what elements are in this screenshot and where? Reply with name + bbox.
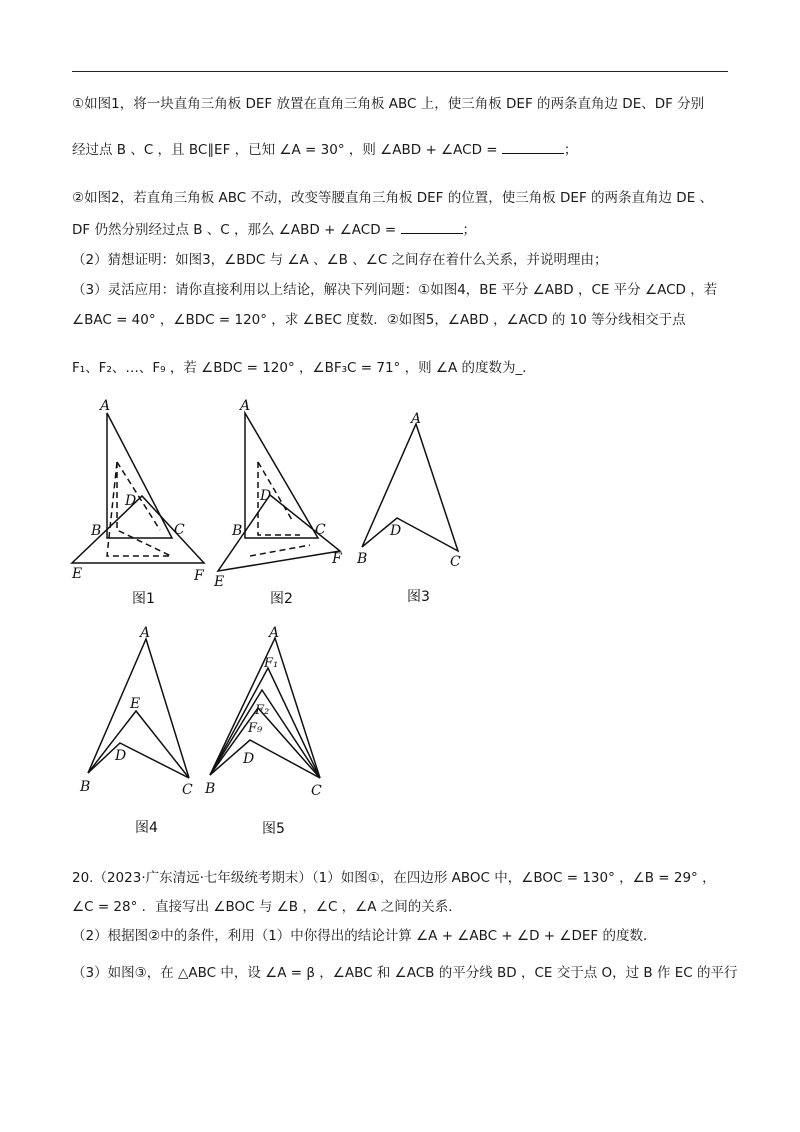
fig3-caption: 图3 [407, 589, 430, 605]
problem-line-2-end: ； [563, 142, 578, 158]
fig5-caption: 图5 [262, 821, 285, 837]
problem-line-4-text: DF 仍然分别经过点 B 、C ，那么 ∠ABD + ∠ACD = [72, 222, 397, 238]
fig1-label-b: B [91, 523, 102, 539]
fig4-label-c: C [182, 782, 193, 798]
fig1-label-f: F [194, 568, 204, 584]
fig2-label-f: F [332, 551, 342, 567]
fig3-label-a: A [411, 411, 422, 427]
problem-20-line-1: 20.（2023·广东清远·七年级统考期末）（1）如图①，在四边形 ABOC 中，∠BOC = 130° ，∠B = 29° ， [72, 870, 716, 886]
fig5-label-f9: F₉ [248, 721, 263, 736]
fig4-label-b: B [80, 779, 91, 795]
fig1-label-e: E [72, 566, 83, 582]
fig5-label-f1: F₁ [264, 656, 279, 671]
fig5-label-a: A [269, 625, 280, 641]
fig1-label-c: C [174, 522, 185, 538]
fig4-caption: 图4 [135, 820, 158, 836]
fig2-label-a: A [240, 398, 251, 414]
problem-20-line-3: （2）根据图②中的条件，利用（1）中你得出的结论计算 ∠A + ∠ABC + ∠D + ∠DEF 的度数． [72, 928, 657, 944]
fig3-label-b: B [357, 551, 368, 567]
fig1-caption: 图1 [132, 591, 155, 607]
fig3-label-c: C [450, 554, 461, 570]
figure-2 [218, 413, 340, 571]
problem-line-3: ②如图2，若直角三角板 ABC 不动，改变等腰直角三角板 DEF 的位置，使三角板 DEF 的两条直角边 DE 、 [72, 190, 714, 206]
problem-20-line-4: （3）如图③，在 △ABC 中，设 ∠A = β ，∠ABC 和 ∠ACB 的平分线 BD ，CE 交于点 O，过 B 作 EC 的平行 [72, 965, 738, 981]
problem-line-5: （2）猜想证明：如图3，∠BDC 与 ∠A 、∠B 、∠C 之间存在着什么关系，并说明理由； [72, 252, 608, 268]
fig2-label-d: D [260, 488, 272, 504]
problem-line-7: ∠BAC = 40° ，∠BDC = 120° ，求 ∠BEC 度数．②如图5，∠ABD ，∠ACD 的 10 等分线相交于点 [72, 312, 686, 328]
problem-20-line-2: ∠C = 28° ．直接写出 ∠BOC 与 ∠B ，∠C ，∠A 之间的关系． [72, 899, 462, 915]
fig5-label-c: C [311, 783, 322, 799]
fig5-label-d: D [243, 751, 255, 767]
fig5-label-b: B [205, 781, 216, 797]
figure-3 [362, 424, 458, 551]
fig3-label-d: D [390, 523, 402, 539]
fig1-label-a: A [100, 398, 111, 414]
fig4-label-d: D [115, 748, 127, 764]
problem-line-8: F₁、F₂、…、F₉ ，若 ∠BDC = 120° ，∠BF₃C = 71° ，则 ∠A 的度数为_． [72, 360, 536, 376]
fig2-label-b: B [232, 523, 243, 539]
fig5-label-f2: F₂ [255, 703, 270, 718]
fig4-label-e: E [130, 696, 141, 712]
problem-line-4-end: ； [462, 222, 477, 238]
fig4-label-a: A [140, 625, 151, 641]
figure-1 [72, 413, 204, 563]
problem-line-6: （3）灵活应用：请你直接利用以上结论，解决下列问题：①如图4，BE 平分 ∠ABD ，CE 平分 ∠ACD ，若 [72, 282, 718, 298]
problem-line-2-text: 经过点 B 、C ，且 BC∥EF ，已知 ∠A = 30° ，则 ∠ABD + ∠ACD = [72, 142, 498, 158]
fig2-caption: 图2 [270, 591, 293, 607]
problem-line-1: ①如图1，将一块直角三角板 DEF 放置在直角三角板 ABC 上，使三角板 DEF 的两条直角边 DE、DF 分别 [72, 96, 705, 112]
fig1-label-d: D [125, 493, 137, 509]
fig2-label-c: C [315, 522, 326, 538]
fig2-label-e: E [214, 574, 225, 590]
